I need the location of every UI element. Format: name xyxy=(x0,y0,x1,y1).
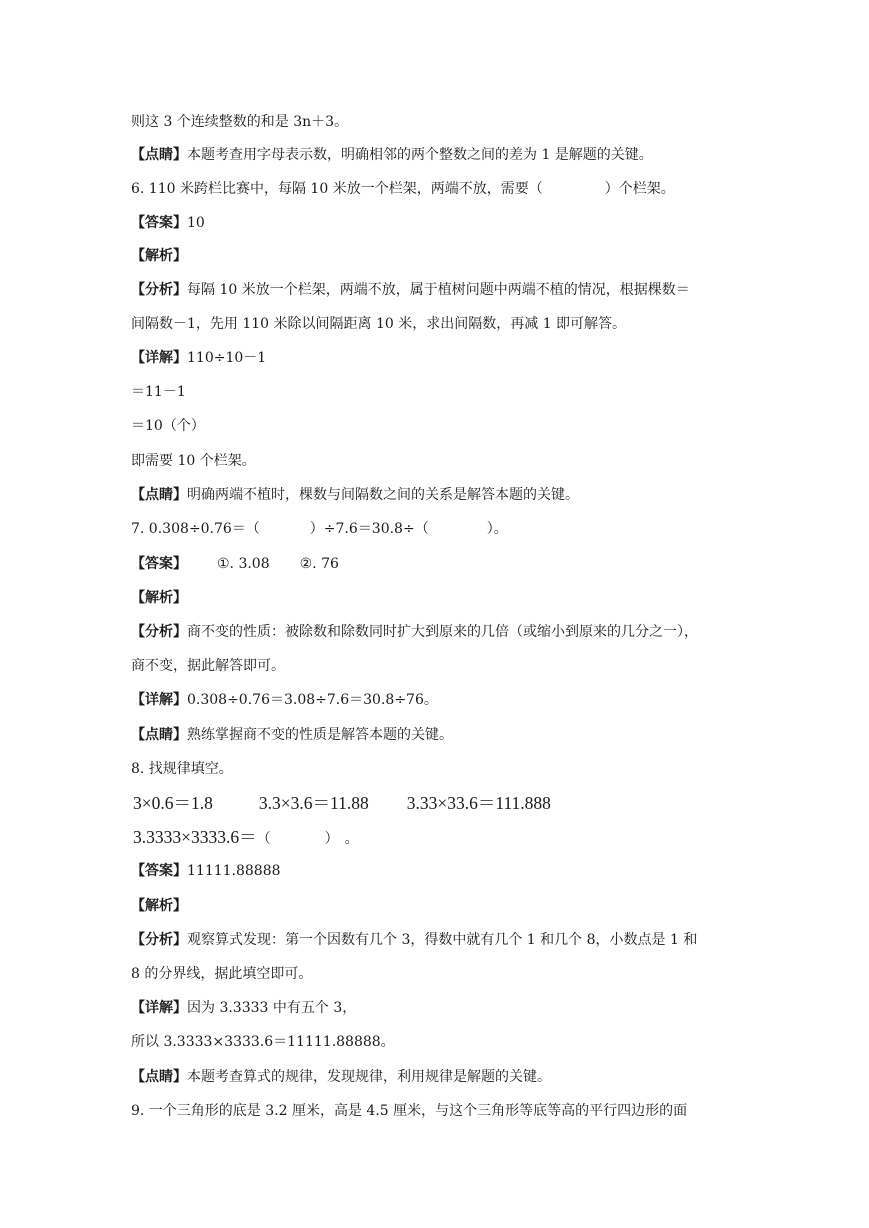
answer-line xyxy=(131,861,749,881)
analysis-header xyxy=(131,246,749,266)
detail-line xyxy=(131,690,749,710)
line-text: 商不变的性质：被除数和除数同时扩大到原来的几倍（或缩小到原来的几分之一）， xyxy=(187,624,698,640)
line-text: 因为 3.3333 中有五个 3， xyxy=(187,1000,357,1016)
answer-value: ②. 76 xyxy=(299,556,339,572)
equation: 3×0.6＝1.8 xyxy=(133,793,213,813)
section-tag: 【解析】 xyxy=(131,590,187,606)
question-text: 8. 找规律填空。 xyxy=(131,761,233,777)
answer-paren: ） xyxy=(324,832,339,847)
section-tag: 【答案】 xyxy=(131,556,187,572)
detail-line xyxy=(131,382,749,402)
punctuation: 。 xyxy=(344,832,359,847)
section-tag: 【详解】 xyxy=(131,692,187,708)
question-text: 6. 110 米跨栏比赛中，每隔 10 米放一个栏架，两端不放，需要（ xyxy=(131,181,543,197)
answer-value: 11111.88888 xyxy=(187,863,281,879)
equation-row xyxy=(133,825,749,852)
line-text: 所以 3.3333×3333.6＝11111.88888。 xyxy=(131,1034,395,1050)
analysis-line xyxy=(131,656,749,676)
question-text: ）÷7.6＝30.8÷（ xyxy=(309,521,429,537)
section-tag: 【分析】 xyxy=(131,282,187,298)
comment-line xyxy=(131,485,749,505)
analysis-line xyxy=(131,622,749,642)
question-7 xyxy=(131,519,749,539)
section-tag: 【答案】 xyxy=(131,215,187,231)
line-text: 8 的分界线，据此填空即可。 xyxy=(131,966,313,982)
question-text: 9. 一个三角形的底是 3.2 厘米，高是 4.5 厘米，与这个三角形等底等高的平行四边形的面 xyxy=(131,1103,688,1119)
line-text: 0.308÷0.76＝3.08÷7.6＝30.8÷76。 xyxy=(187,692,438,708)
question-text: ）。 xyxy=(486,521,508,537)
question-8 xyxy=(131,759,749,779)
line-text: 本题考查算式的规律，发现规律，利用规律是解题的关键。 xyxy=(187,1069,551,1085)
text-line xyxy=(131,112,749,132)
detail-line xyxy=(131,348,749,368)
answer-line xyxy=(131,213,749,233)
line-text: 即需要 10 个栏架。 xyxy=(131,453,256,469)
section-tag: 【答案】 xyxy=(131,863,187,879)
line-text: 每隔 10 米放一个栏架，两端不放，属于植树问题中两端不植的情况，根据棵数＝ xyxy=(187,282,690,298)
section-tag: 【点睛】 xyxy=(131,147,187,163)
equation-row xyxy=(133,791,749,815)
analysis-header xyxy=(131,588,749,608)
analysis-line xyxy=(131,964,749,984)
section-tag: 【点睛】 xyxy=(131,1069,187,1085)
answer-value: 10 xyxy=(187,215,205,231)
section-tag: 【点睛】 xyxy=(131,727,187,743)
question-9 xyxy=(131,1101,749,1121)
section-tag: 【解析】 xyxy=(131,248,187,264)
section-tag: 【解析】 xyxy=(131,898,187,914)
section-tag: 【分析】 xyxy=(131,624,187,640)
line-text: 则这 3 个连续整数的和是 3n＋3。 xyxy=(131,114,349,130)
section-tag: 【详解】 xyxy=(131,350,187,366)
analysis-line xyxy=(131,930,749,950)
analysis-line xyxy=(131,314,749,334)
line-text: 熟练掌握商不变的性质是解答本题的关键。 xyxy=(187,727,453,743)
answer-paren: （ xyxy=(256,832,271,847)
line-text: 明确两端不植时，棵数与间隔数之间的关系是解答本题的关键。 xyxy=(187,487,579,503)
comment-line xyxy=(131,725,749,745)
detail-line xyxy=(131,416,749,436)
line-text: 间隔数－1，先用 110 米除以间隔距离 10 米，求出间隔数，再减 1 即可解答。 xyxy=(131,316,627,332)
equation: 3.3333×3333.6＝ xyxy=(133,827,257,847)
line-text: 商不变，据此解答即可。 xyxy=(131,658,285,674)
analysis-header xyxy=(131,896,749,916)
line-text: 本题考查用字母表示数，明确相邻的两个整数之间的差为 1 是解题的关键。 xyxy=(187,147,653,163)
detail-line xyxy=(131,1032,749,1052)
line-text: 110÷10－1 xyxy=(187,350,267,366)
equation: 3.3×3.6＝11.88 xyxy=(258,793,369,813)
comment-line xyxy=(131,145,749,165)
question-6 xyxy=(131,179,749,199)
detail-line xyxy=(131,998,749,1018)
equation: 3.33×33.6＝111.888 xyxy=(406,793,551,813)
answer-value: ①. 3.08 xyxy=(217,556,270,572)
question-text: 7. 0.308÷0.76＝（ xyxy=(131,521,260,537)
line-text: ＝10（个） xyxy=(131,418,205,434)
answer-line xyxy=(131,554,749,574)
comment-line xyxy=(131,1067,749,1087)
question-text: ）个栏架。 xyxy=(604,181,675,197)
section-tag: 【详解】 xyxy=(131,1000,187,1016)
section-tag: 【点睛】 xyxy=(131,487,187,503)
section-tag: 【分析】 xyxy=(131,932,187,948)
line-text: 观察算式发现：第一个因数有几个 3，得数中就有几个 1 和几个 8，小数点是 1 和 xyxy=(187,932,698,948)
line-text: ＝11－1 xyxy=(131,384,186,400)
analysis-line xyxy=(131,280,749,300)
detail-line xyxy=(131,451,749,471)
